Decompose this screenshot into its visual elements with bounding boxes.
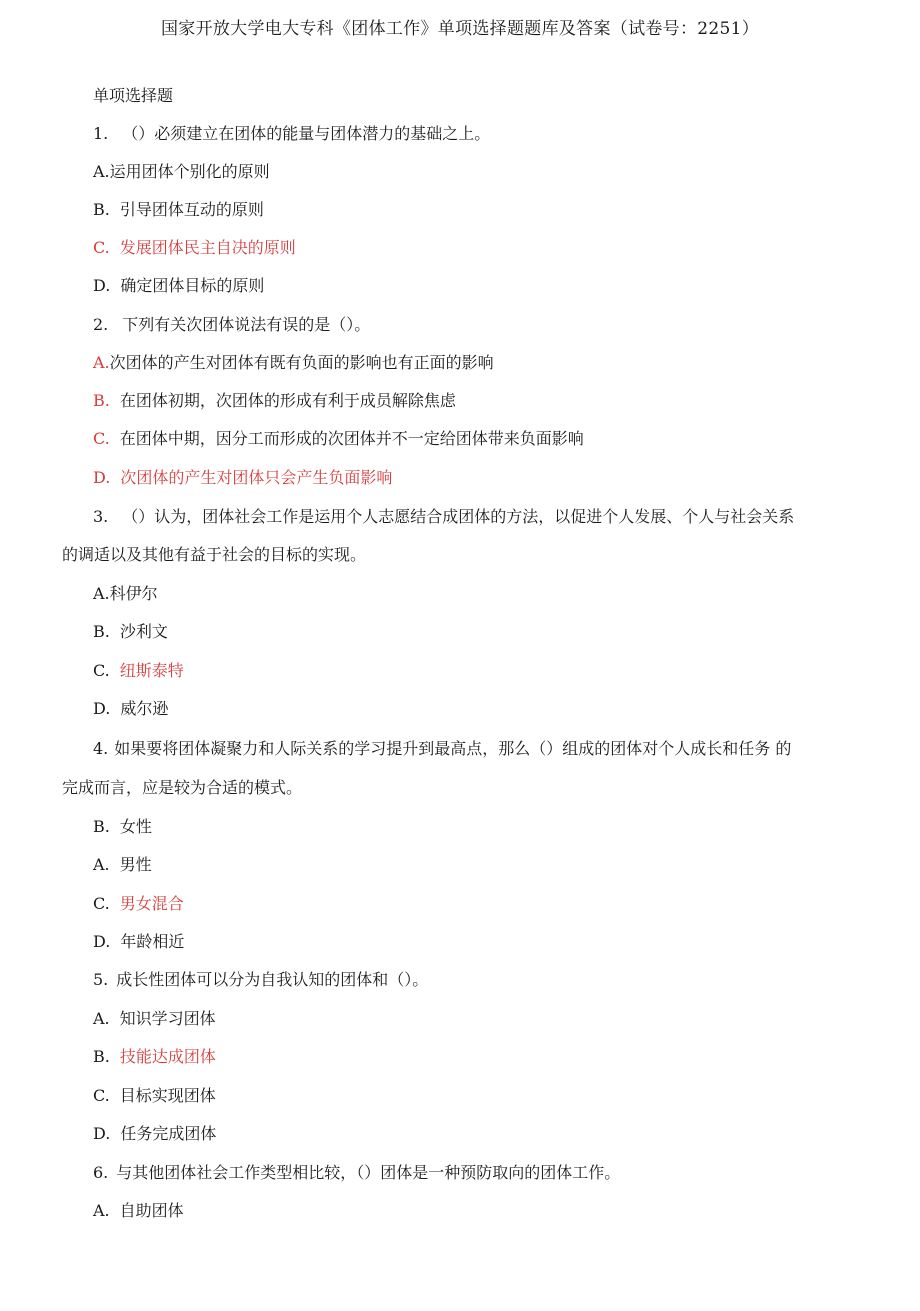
option-text: 女性 [119,817,152,836]
question-2-option-c [93,429,584,449]
option-letter: B. [93,622,110,641]
option-letter: D. [93,276,111,295]
question-3-option-a [93,584,158,604]
option-text: 运用团体个别化的原则 [109,162,270,181]
question-text: （）必须建立在团体的能量与团体潜力的基础之上。 [122,124,491,143]
question-1-option-a [93,162,270,182]
option-text: 自助团体 [119,1201,184,1220]
question-4-stem-line1 [93,739,791,759]
option-text: 目标实现团体 [119,1086,216,1105]
question-5-option-a [93,1009,216,1029]
question-1-option-d [93,276,264,296]
question-4-option-d [93,932,184,952]
question-5-option-c [93,1086,216,1106]
question-number: 6. [93,1163,109,1182]
option-letter: C. [93,661,110,680]
question-number: 2. [93,315,109,334]
question-text: 如果要将团体凝聚力和人际关系的学习提升到最高点，那么（）组成的团体对个人成长和任务 的 [114,739,792,758]
option-text: 在团体中期，因分工而形成的次团体并不一定给团体带来负面影响 [119,429,584,448]
question-3-stem-line1 [93,507,794,527]
question-4-option-c-answer [93,894,184,914]
option-letter: A. [93,353,110,372]
option-letter: D. [93,932,111,951]
question-2-option-a [93,353,494,373]
option-text: 确定团体目标的原则 [120,276,265,295]
option-letter: C. [93,238,110,257]
question-2-stem [93,315,370,335]
option-text: 在团体初期，次团体的形成有利于成员解除焦虑 [119,391,456,410]
question-1-option-b [93,200,264,220]
question-6-stem [93,1163,620,1183]
question-4-option-a [93,855,152,875]
question-text: （）认为，团体社会工作是运用个人志愿结合成团体的方法，以促进个人发展、个人与社会关系 [122,507,795,526]
option-text: 知识学习团体 [119,1009,216,1028]
question-3-option-b [93,622,168,642]
option-letter: C. [93,1086,110,1105]
question-5-stem [93,970,428,990]
question-text: 下列有关次团体说法有误的是（）。 [122,315,371,334]
question-1-option-c-answer [93,238,296,258]
question-4-option-b [93,817,152,837]
option-text: 男性 [119,855,152,874]
question-4-stem-line2: 完成而言，应是较为合适的模式。 [62,778,303,797]
question-number: 5. [93,970,109,989]
option-text: 技能达成团体 [119,1047,216,1066]
option-letter: C. [93,429,110,448]
option-text: 次团体的产生对团体只会产生负面影响 [120,468,393,487]
question-5-option-d [93,1124,216,1144]
option-text: 沙利文 [119,622,168,641]
question-3-option-d [93,699,168,719]
option-text: 纽斯泰特 [119,661,184,680]
option-letter: A. [93,162,110,181]
option-text: 引导团体互动的原则 [119,200,264,219]
option-text: 年龄相近 [120,932,185,951]
option-letter: C. [93,894,110,913]
question-3-option-c-answer [93,661,184,681]
question-2-option-b [93,391,456,411]
question-6-option-a [93,1201,184,1221]
question-text: 与其他团体社会工作类型相比较，（）团体是一种预防取向的团体工作。 [116,1163,621,1182]
page-title: 国家开放大学电大专科《团体工作》单项选择题题库及答案（试卷号：2251） [160,19,760,39]
option-letter: D. [93,699,111,718]
option-letter: B. [93,1047,110,1066]
option-text: 发展团体民主自决的原则 [119,238,296,257]
question-number: 1. [93,124,109,143]
section-heading: 单项选择题 [93,86,174,105]
option-letter: B. [93,200,110,219]
option-letter: B. [93,817,110,836]
option-letter: A. [93,855,110,874]
question-number: 3. [93,507,109,526]
question-3-stem-line2: 的调适以及其他有益于社会的目标的实现。 [62,545,367,564]
question-5-option-b-answer [93,1047,216,1067]
question-2-option-d-answer [93,468,392,488]
option-letter: B. [93,391,110,410]
question-number: 4. [93,739,109,758]
question-1-stem [93,124,490,144]
option-letter: D. [93,1124,111,1143]
option-letter: D. [93,468,111,487]
option-letter: A. [93,584,110,603]
option-text: 科伊尔 [109,584,158,603]
question-text: 成长性团体可以分为自我认知的团体和（）。 [116,970,429,989]
option-text: 男女混合 [119,894,184,913]
option-letter: A. [93,1009,110,1028]
option-text: 威尔逊 [120,699,169,718]
option-text: 任务完成团体 [120,1124,217,1143]
option-letter: A. [93,1201,110,1220]
option-text: 次团体的产生对团体有既有负面的影响也有正面的影响 [109,353,494,372]
